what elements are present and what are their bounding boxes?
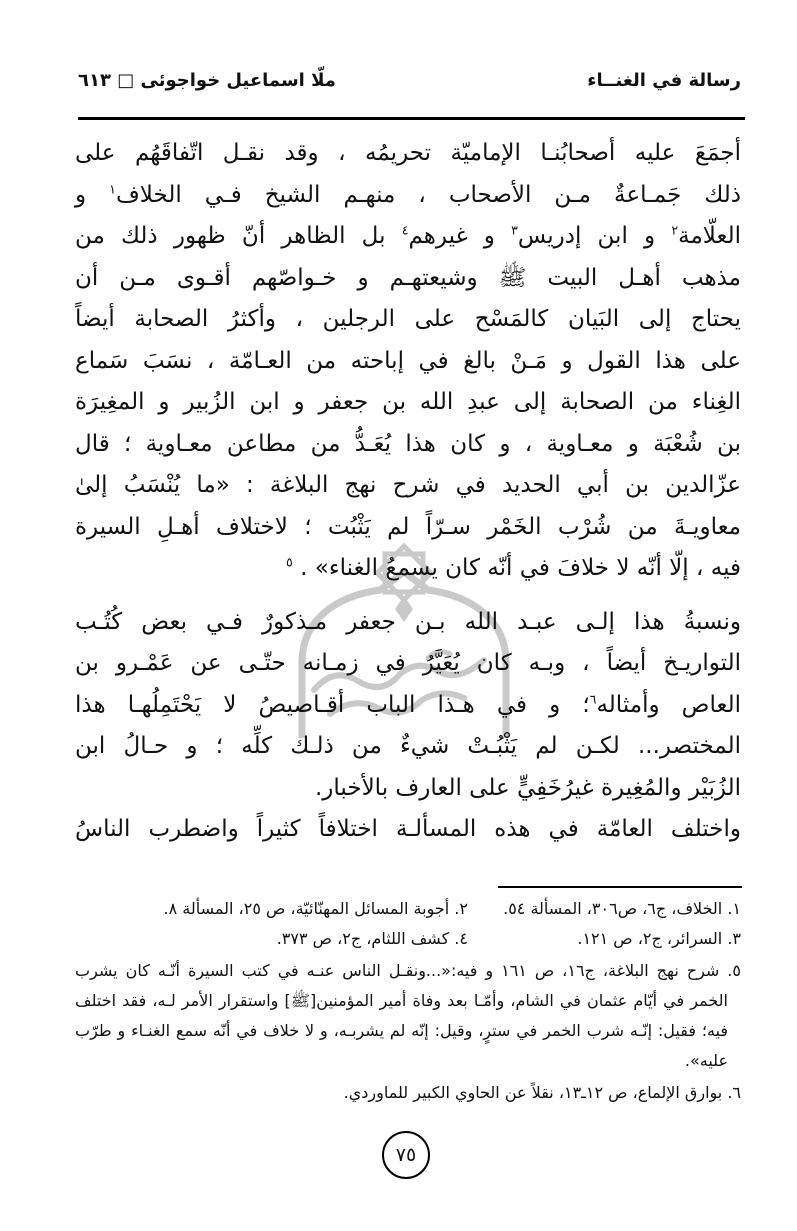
body-line: على هذا القول و مَـنْ بالغ في إباحته من العـامّة ، نسَبَ سَماع: [75, 347, 741, 374]
body-line: فيه ، إلّا أنّه لا خلافَ في أنّه كان يسمعُ الغناء» . $^٥$: [286, 554, 741, 581]
body-line: عزّالدين بن أبي الحديد في شرح نهج البلاغة : «ما يُنْسَبُ إلىٰ: [75, 472, 741, 498]
body-line: العاص وأمثاله$^٦$؛ و في هـذا الباب أقـاصيصُ لا يَحْتَمِلُهـا هذا: [75, 690, 741, 718]
body-line: مذهب أهـل البيت ﷺ وشيعتهـم و خـواصّهم أقـوى مـن أن: [75, 264, 741, 291]
body-line: ذلك جَمـاعةٌ مـن الأصحاب ، منهـم الشيخ فـي الخلاف$^١$ و: [75, 180, 741, 208]
footnote-reference-marker: ٥: [286, 554, 293, 570]
footnote-row: [75, 894, 741, 924]
body-line: يحتاج إلى البَيان كالمَسْح على الرجلين ، وأكثرُ الصحابة أيضاً: [75, 306, 741, 332]
footnote-reference-marker: ٤: [401, 222, 409, 238]
footnote-separator-rule: [498, 886, 742, 888]
footnote-line: عليه».: [684, 1051, 728, 1070]
footnote-item: [75, 956, 741, 1076]
footnote-item: ٢. أجوبة المسائل المهنّائيّة، ص ٢٥، المسألة ٨.: [163, 899, 468, 918]
body-line: بن شُعْبَة و معـاوية ، و كان هذا يُعَـدُّ من مطاعن معـاوية ؛ قال: [75, 430, 741, 457]
footnote-row: [75, 924, 741, 954]
footnote-long: [75, 956, 741, 1108]
page-number: ٧٥: [395, 1144, 417, 1166]
header-rule: [78, 117, 745, 120]
running-header: [78, 70, 741, 91]
footnote-reference-marker: ١: [109, 180, 116, 196]
body-line: الغِناء من الصحابة إلى عبدِ الله بن جعفر و ابن الزُبير و المغِيرَة: [75, 389, 741, 415]
body-line: العلّامة$^٢$ و ابن إدريس$^٣$ و غيرهم$^٤$ بل الظاهر أنّ ظهور ذلك من: [75, 222, 742, 249]
book-title: رسالة في الغنــاء: [587, 70, 741, 91]
body-line: المختصر... لكـن لم يَثْبُـتْ شيءٌ من ذلـك كلِّه ؛ و حـالُ ابن: [75, 733, 741, 759]
footnote-line: فيه؛ فقيل: إنّـه شرب الخمر في سترٍ، وقيل: إنّه لم يشربـه، و لا خلاف في أنّه سمع الغنـاء و طرّب: [75, 1021, 728, 1040]
footnote-reference-marker: ٢: [671, 222, 679, 238]
body-line: معاويـةَ من شُرْب الخَمْر سـرّاً لم يَثْبُت ؛ لاختلاف أهـلِ السيرة: [75, 513, 741, 540]
author-and-page-ref: ملّا اسماعيل خواجوئى □ ٦١٣: [78, 70, 336, 91]
body-line: الزُبَيْر والمُغِيرة غيرُخَفِيٍّ على العارف بالأخبار.: [314, 774, 741, 801]
body-line: واختلف العامّة في هذه المسألـة اختلافاً كثيراً واضطرب الناسُ: [75, 816, 741, 842]
footnote-line: الخمر في أيّام عثمان في الشام، وأمّـا بعد وفاة أمير المؤمنين[ﷺ] واستقرار الأمر لـه، فقد اختلف: [75, 991, 728, 1010]
footnote-item: [75, 1078, 741, 1108]
footnote-reference-marker: ٣: [511, 222, 518, 238]
footnote-reference-marker: ٦: [589, 690, 597, 706]
body-line: ونسبةُ هذا إلـى عبـد الله بـن جعفر مـذكورٌ فـي بعض كُتُـب: [75, 608, 741, 635]
footnote-item: ٣. السرائر، ج٢، ص ١٢١.: [577, 929, 741, 948]
body-text: [75, 133, 741, 851]
footnote-line: ٦. بوارق الإلماع، ص ١٢ـ١٣، نقلاً عن الحاوي الكبير للماوردي.: [343, 1083, 741, 1102]
page-number-badge: [382, 1131, 430, 1179]
body-line: أجمَعَ عليه أصحابُنـا الإماميّة تحريمُه ، وقد نقـل اتّفاقَهُم على: [75, 140, 741, 166]
footnote-columns: [75, 894, 741, 954]
footnote-item: ٤. كشف اللثام، ج٢، ص ٣٧٣.: [276, 929, 468, 948]
footnote-line: ٥. شرح نهج البلاغة، ج١٦، ص ١٦١ و فيه:«...ونقـل الناس عنـه في كتب السيرة أنّـه كان يشرب: [75, 961, 741, 980]
footnotes: [75, 894, 741, 1108]
footnote-item: ١. الخلاف، ج٦، ص٣٠٦، المسألة ٥٤.: [503, 899, 741, 918]
body-line: التواريـخ أيضاً ، وبـه كان يُعَيَّرُ في زمـانه حتّـى عن عَمْـرو بن: [75, 650, 741, 676]
